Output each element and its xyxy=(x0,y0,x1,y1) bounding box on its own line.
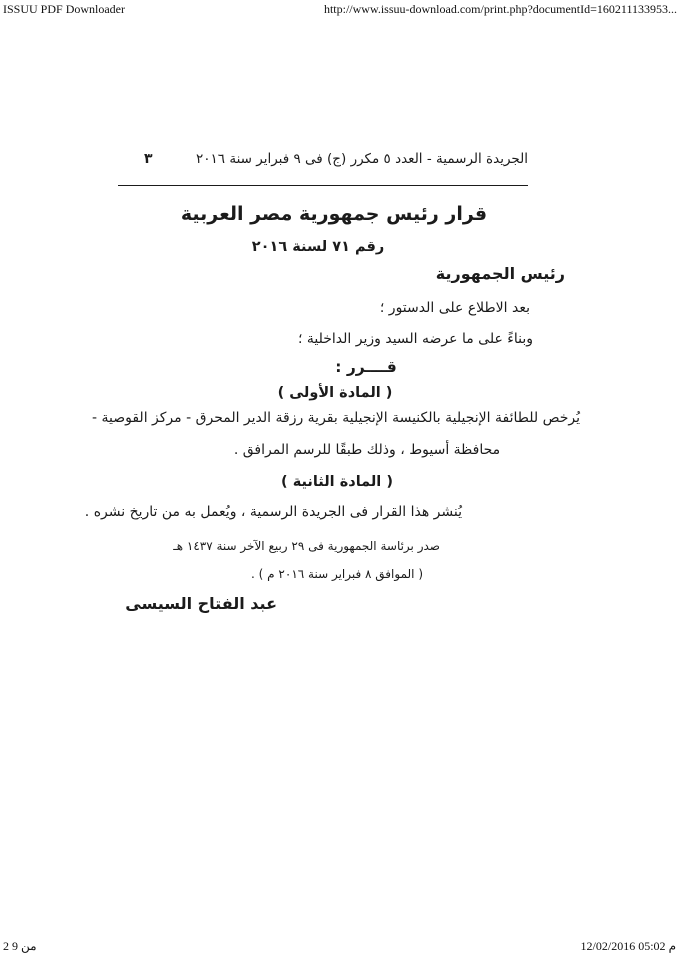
article-2-text: يُنشر هذا القرار فى الجريدة الرسمية ، ويُعمل به من تاريخ نشره . xyxy=(84,504,462,520)
masthead-rule xyxy=(118,185,528,186)
article-1-text-line-1: يُرخص للطائفة الإنجيلية بالكنيسة الإنجيلية بقرية رزقة الدير المحرق - مركز القوصية - xyxy=(92,410,580,426)
print-header-app-title: ISSUU PDF Downloader xyxy=(3,2,126,16)
decree-issuer: رئيس الجمهورية xyxy=(435,264,565,283)
decree-title: قرار رئيس جمهورية مصر العربية xyxy=(180,203,488,225)
gazette-masthead xyxy=(118,151,528,167)
decree-word: قــــرر : xyxy=(335,358,397,376)
gazette-issue-line: الجريدة الرسمية - العدد ٥ مكرر (ج) فى ٩ فبراير سنة ٢٠١٦ xyxy=(196,151,528,167)
article-1-text-line-2: محافظة أسيوط ، وذلك طبقًا للرسم المرافق . xyxy=(233,442,501,458)
gazette-page-number: ٣ xyxy=(144,151,153,167)
decree-preamble-line-2: وبناءً على ما عرضه السيد وزير الداخلية ؛ xyxy=(298,331,533,347)
decree-preamble-line-1: بعد الاطلاع على الدستور ؛ xyxy=(379,300,530,316)
issued-date-hijri: صدر برئاسة الجمهورية فى ٢٩ ربيع الآخر سنة ١٤٣٧ هـ xyxy=(173,539,440,553)
print-header-url: http://www.issuu-download.com/print.php?documentId=160211133953... xyxy=(323,2,677,16)
article-1-heading: ( المادة الأولى ) xyxy=(277,385,393,401)
article-2-heading: ( المادة الثانية ) xyxy=(281,474,393,490)
print-footer-timestamp: 12/02/2016 05:02 م xyxy=(580,939,676,953)
signature-name: عبد الفتاح السيسى xyxy=(125,594,277,613)
print-footer-page-indicator: 2 من 9 xyxy=(3,939,37,953)
decree-number-line: رقم ٧١ لسنة ٢٠١٦ xyxy=(251,239,385,255)
issued-date-gregorian: ( الموافق ٨ فبراير سنة ٢٠١٦ م ) . xyxy=(251,567,423,581)
